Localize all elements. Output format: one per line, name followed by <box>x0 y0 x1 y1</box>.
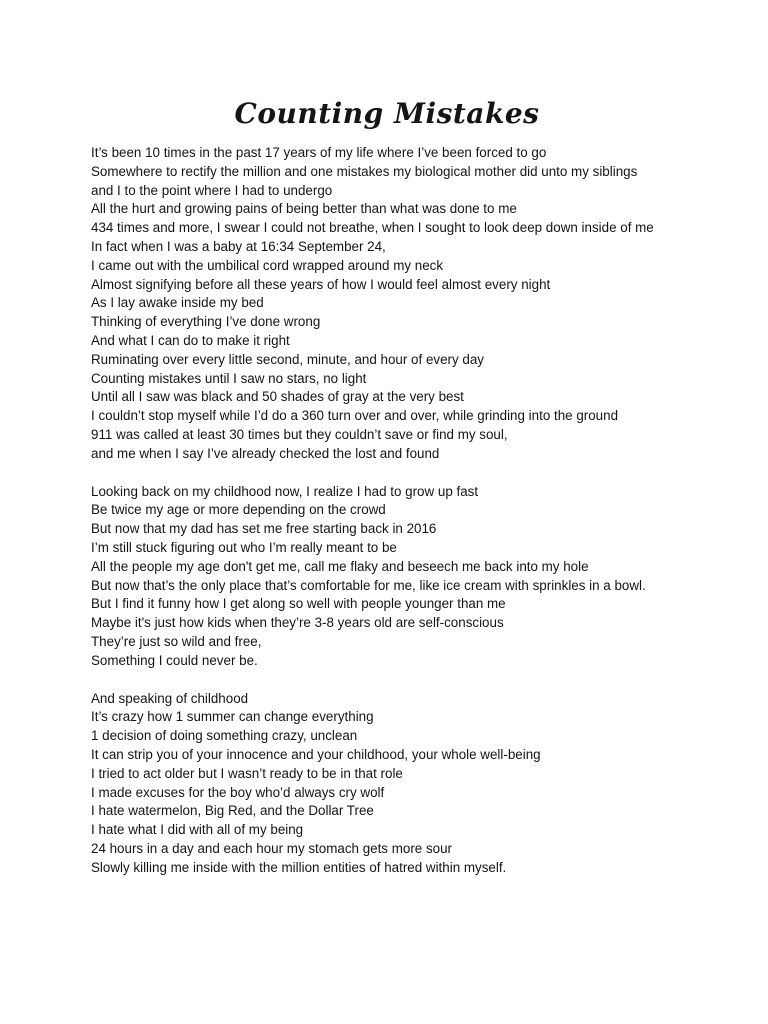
poem-title: Counting Mistakes <box>234 97 540 130</box>
poem-line: Somewhere to rectify the million and one mistakes my biological mother did unto my siblings <box>91 163 638 179</box>
poem-line: 434 times and more, I swear I could not breathe, when I sought to look deep down inside of me <box>91 220 654 236</box>
poem-line: 911 was called at least 30 times but they couldn’t save or find my soul, <box>91 426 508 442</box>
poem-line: Counting mistakes until I saw no stars, no light <box>91 370 367 386</box>
poem-line: It’s crazy how 1 summer can change everything <box>91 709 374 725</box>
poem-line: I couldn’t stop myself while I’d do a 360 turn over and over, while grinding into the ground <box>91 408 619 424</box>
poem-line: All the hurt and growing pains of being better than what was done to me <box>91 201 517 217</box>
poem-line: Looking back on my childhood now, I realize I had to grow up fast <box>91 483 479 499</box>
poem-line: But I find it funny how I get along so well with people younger than me <box>91 596 506 612</box>
poem-line: I tried to act older but I wasn’t ready to be in that role <box>91 765 403 781</box>
poem-line: But now that’s the only place that’s comfortable for me, like ice cream with sprinkles in a bowl. <box>91 577 646 593</box>
poem-line: All the people my age don't get me, call me flaky and beseech me back into my hole <box>91 558 589 574</box>
poem-line: I came out with the umbilical cord wrapped around my neck <box>91 257 444 273</box>
poem-line: They’re just so wild and free, <box>91 633 262 649</box>
poem-body <box>91 144 731 877</box>
poem-line: Thinking of everything I’ve done wrong <box>91 314 321 330</box>
poem-line: And what I can do to make it right <box>91 332 290 348</box>
poem-line: And speaking of childhood <box>91 690 249 706</box>
poem-line: Maybe it's just how kids when they’re 3-8 years old are self-conscious <box>91 615 504 631</box>
poem-line: 1 decision of doing something crazy, unclean <box>91 728 358 744</box>
poem-line: and me when I say I’ve already checked the lost and found <box>91 445 440 461</box>
poem-line: It can strip you of your innocence and your childhood, your whole well-being <box>91 746 541 762</box>
stanza-1 <box>91 144 731 464</box>
poem-line: In fact when I was a baby at 16:34 September 24, <box>91 238 386 254</box>
poem-line: I’m still stuck figuring out who I’m really meant to be <box>91 539 397 555</box>
poem-line: But now that my dad has set me free starting back in 2016 <box>91 521 437 537</box>
poem-line: Almost signifying before all these years of how I would feel almost every night <box>91 276 551 292</box>
poem-line: Something I could never be. <box>91 652 258 668</box>
poem-line: 24 hours in a day and each hour my stomach gets more sour <box>91 840 452 856</box>
poem-line: I hate what I did with all of my being <box>91 822 304 838</box>
poem-line: It’s been 10 times in the past 17 years of my life where I’ve been forced to go <box>91 145 547 160</box>
poem-line: and I to the point where I had to undergo <box>91 182 333 198</box>
poem-line: Until all I saw was black and 50 shades of gray at the very best <box>91 389 464 405</box>
poem-line: I hate watermelon, Big Red, and the Dollar Tree <box>91 803 374 819</box>
poem-line: I made excuses for the boy who’d always cry wolf <box>91 784 385 800</box>
stanza-2 <box>91 483 731 671</box>
poem-line: Slowly killing me inside with the million entities of hatred within myself. <box>91 859 507 875</box>
poem-line: As I lay awake inside my bed <box>91 295 264 311</box>
poem-line: Be twice my age or more depending on the crowd <box>91 502 386 518</box>
poem-line: Ruminating over every little second, minute, and hour of every day <box>91 351 484 367</box>
stanza-3 <box>91 690 731 878</box>
